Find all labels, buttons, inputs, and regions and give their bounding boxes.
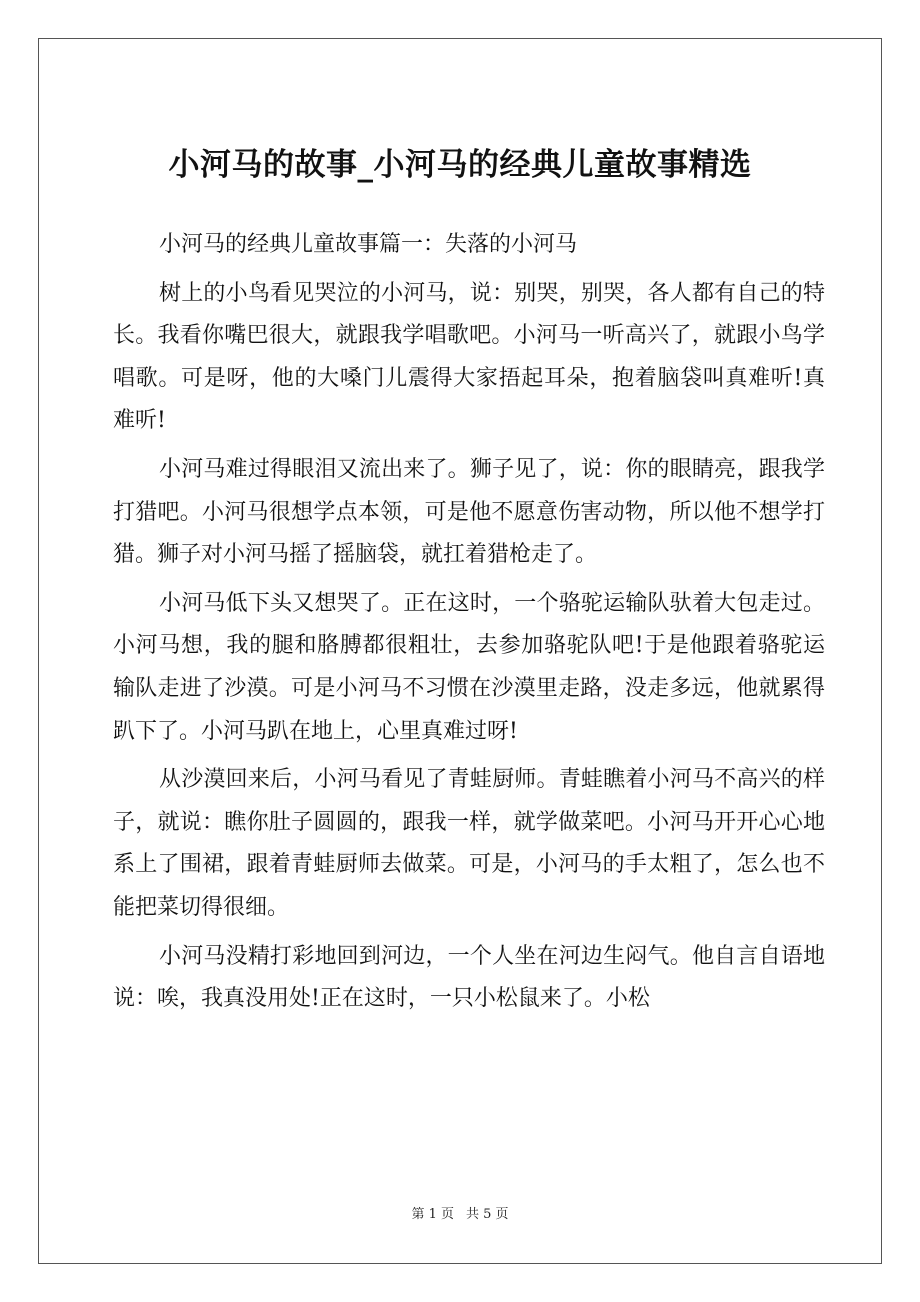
page-footer bbox=[40, 1205, 880, 1225]
document-title: 小河马的故事_小河马的经典儿童故事精选 bbox=[168, 147, 752, 183]
paragraph-subtitle: 小河马的经典儿童故事篇一：失落的小河马 bbox=[159, 232, 578, 257]
paragraph: 树上的小鸟看见哭泣的小河马，说：别哭，别哭，各人都有自己的特长。我看你嘴巴很大，就跟我学唱歌吧。小河马一听高兴了，就跟小鸟学唱歌。可是呀，他的大嗓门儿震得大家捂起耳朵，抱着脑袋叫真难听!真难听! bbox=[113, 280, 825, 434]
page-number: 第 1 页 bbox=[411, 1207, 454, 1222]
paragraph: 小河马低下头又想哭了。正在这时，一个骆驼运输队驮着大包走过。小河马想，我的腿和胳膊都很粗壮，去参加骆驼队吧!于是他跟着骆驼运输队走进了沙漠。可是小河马不习惯在沙漠里走路，没走多远，他就累得趴下了。小河马趴在地上，心里真难过呀! bbox=[113, 590, 825, 744]
paragraph: 小河马没精打彩地回到河边，一个人坐在河边生闷气。他自言自语地说：唉，我真没用处!正在这时，一只小松鼠来了。小松 bbox=[113, 943, 825, 1012]
paragraph: 从沙漠回来后，小河马看见了青蛙厨师。青蛙瞧着小河马不高兴的样子，就说：瞧你肚子圆圆的，跟我一样，就学做菜吧。小河马开开心心地系上了围裙，跟着青蛙厨师去做菜。可是，小河马的手太粗了，怎么也不能把菜切得很细。 bbox=[113, 767, 825, 920]
page-total: 共 5 页 bbox=[466, 1207, 509, 1222]
document-body bbox=[113, 224, 825, 1027]
paragraph: 小河马难过得眼泪又流出来了。狮子见了，说：你的眼睛亮，跟我学打猎吧。小河马很想学点本领，可是他不愿意伤害动物，所以他不想学打猎。狮子对小河马摇了摇脑袋，就扛着猎枪走了。 bbox=[113, 456, 825, 568]
